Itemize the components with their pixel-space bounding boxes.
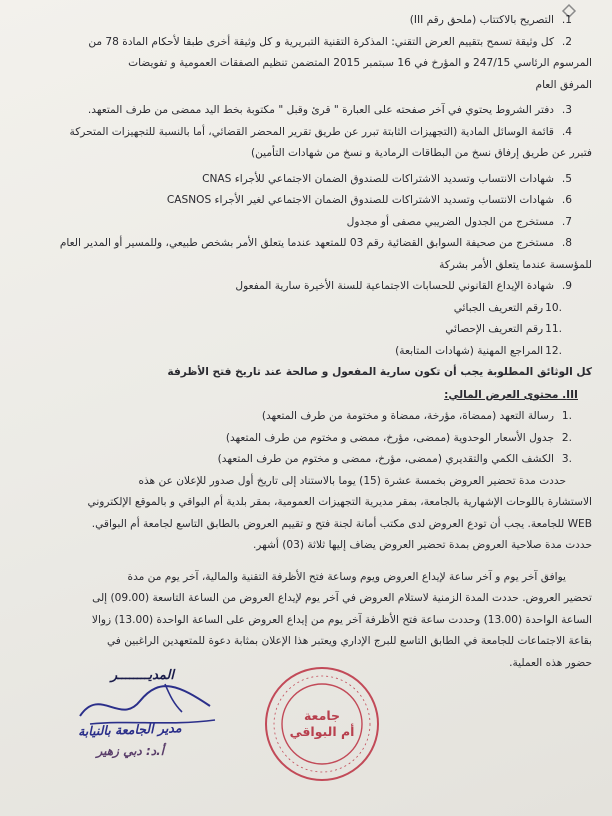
paragraph-line: تحضير العروض. حددت المدة الزمنية لاستلام العروض في آخر يوم لإيداع العروض من الساعة التاسعة (09.00) إلى bbox=[92, 592, 592, 604]
item-text: مستخرج من صحيفة السوابق القضائية رقم 03 للمتعهد عندما يتعلق الأمر بشخص طبيعي، وللمسير أو المدير العام bbox=[59, 237, 554, 249]
item-text: الكشف الكمي والتقديري (ممضى، مؤرخ، ممضى و مختوم من طرف المتعهد) bbox=[217, 453, 554, 465]
list-item bbox=[34, 169, 592, 191]
paragraph-line: حددت مدة صلاحية العروض بمدة تحضير العروض يضاف إليها ثلاثة (03) أشهر. bbox=[252, 539, 592, 551]
item-number: 8. bbox=[561, 237, 572, 249]
seal-text-line: جامعة bbox=[303, 708, 341, 723]
list-item bbox=[34, 100, 592, 122]
item-continuation: للمؤسسة عندما يتعلق الأمر بشركة bbox=[439, 258, 592, 271]
list-item bbox=[34, 233, 592, 255]
paragraph-line: WEB للجامعة. يجب أن تودع العروض لدى مكتب أمانة لجنة فتح و تقييم العروض بالطابق التاسع لجامعة أم البواقي. bbox=[91, 517, 592, 530]
item-number: .12 bbox=[545, 344, 562, 357]
item-text: شهادات الانتساب وتسديد الاشتراكات للصندوق الضمان الاجتماعي لغير الأجراء CASNOS bbox=[166, 194, 554, 206]
list-item bbox=[34, 190, 592, 212]
validity-notice: كل الوثائق المطلوبة يجب أن تكون سارية المفعول و صالحة عند تاريخ فتح الأظرفة bbox=[167, 366, 592, 378]
financial-offer-list bbox=[34, 406, 592, 471]
item-number: 7. bbox=[561, 215, 572, 228]
seal-text-line: أم البواقي bbox=[289, 724, 355, 739]
item-number: 1. bbox=[561, 14, 572, 26]
signatory-person: أ.د: دبي زهير bbox=[96, 744, 164, 758]
paragraph-line: حددت مدة تحضير العروض بخمسة عشرة (15) يوما بالاستناد إلى تاريخ أول صدور للإعلان عن هذه bbox=[138, 474, 566, 487]
item-number: 2. bbox=[561, 35, 572, 48]
list-item bbox=[34, 32, 592, 54]
list-item bbox=[34, 10, 592, 32]
item-text: التصريح بالاكتتاب (ملحق رقم III) bbox=[409, 14, 554, 26]
item-number: 3. bbox=[561, 104, 572, 116]
item-text: قائمة الوسائل المادية (التجهيزات الثابتة تبرر عن طريق تقرير المحضر القضائي، أما بالنسبة للتجهيزات المتحركة bbox=[69, 125, 554, 138]
list-item bbox=[34, 212, 592, 234]
item-text: شهادة الإيداع القانوني للحسابات الاجتماعية للسنة الأخيرة سارية المفعول bbox=[235, 280, 554, 292]
item-number: .3 bbox=[561, 453, 572, 465]
item-text bbox=[34, 32, 554, 54]
item-text-line: كل وثيقة تسمح بتقييم العرض التقني: المذكرة التقنية التبريرية و كل وثيقة أخرى طبقا لأحكام المادة 78 من bbox=[88, 35, 554, 48]
list-item bbox=[34, 449, 592, 471]
paragraph-line: حضور هذه العملية. bbox=[509, 656, 592, 669]
list-item bbox=[34, 276, 592, 298]
required-documents-list bbox=[34, 10, 592, 362]
item-text: دفتر الشروط يحتوي في آخر صفحته على العبارة " قرئ وقبل " مكتوبة بخط اليد ممضى من طرف المتعهد. bbox=[87, 104, 554, 116]
paragraph-line: الساعة الواحدة (13.00) وحددت ساعة فتح الأظرفة آخر يوم من إيداع العروض على الساعة الواحدة (13.00) زوالا bbox=[91, 613, 592, 626]
item-number: 4. bbox=[561, 125, 572, 138]
item-text: جدول الأسعار الوحدوية (ممضى، مؤرخ، ممضى و مختوم من طرف المتعهد) bbox=[225, 431, 554, 444]
paragraph-line: الاستشارة باللوحات الإشهارية بالجامعة، بمقر مديرية التجهيزات العمومية، بمقر بلدية أم البواقي و بالموقع الإلكتروني bbox=[87, 496, 592, 508]
item-number: 5. bbox=[561, 172, 572, 185]
section-heading-financial-offer bbox=[34, 385, 592, 407]
deadline-paragraph bbox=[34, 567, 592, 675]
item-number: 9. bbox=[561, 280, 572, 292]
list-item bbox=[34, 341, 592, 363]
list-item bbox=[34, 298, 592, 320]
paragraph-line: بقاعة الاجتماعات للجامعة في الطابق التاسع للبرج الإداري ويعتبر هذا الإعلان بمثابة دعوة للمتعهدين الراغبين في bbox=[106, 635, 592, 647]
item-text: رسالة التعهد (ممضاة، مؤرخة، ممضاة و مختومة من طرف المتعهد) bbox=[261, 410, 554, 422]
signatory-stamp-name: مدير الجامعة بالنيابة bbox=[78, 720, 183, 739]
item-number: .10 bbox=[545, 301, 562, 314]
signatory-title: المديــــــــر bbox=[110, 668, 174, 683]
item-text: رقم التعريف الجبائي bbox=[453, 301, 544, 314]
list-item bbox=[34, 319, 592, 341]
item-text: مستخرج من الجدول الضريبي مصفى أو مجدول bbox=[346, 215, 554, 228]
item-number: 6. bbox=[561, 194, 572, 206]
item-number: .1 bbox=[561, 410, 572, 422]
paragraph-line: يوافق آخر يوم و آخر ساعة لإيداع العروض ويوم وساعة فتح الأظرفة التقنية والمالية، آخر يوم من مدة bbox=[127, 570, 566, 583]
item-continuation: المرسوم الرئاسي 247/15 و المؤرخ في 16 سبتمبر 2015 المتضمن تنظيم الصفقات العمومية و تفويضات bbox=[128, 57, 592, 69]
item-continuation: المرفق العام bbox=[535, 78, 592, 91]
list-item bbox=[34, 122, 592, 144]
list-item bbox=[34, 428, 592, 450]
document-body bbox=[34, 10, 592, 674]
item-number: .2 bbox=[561, 431, 572, 444]
item-number: .11 bbox=[545, 323, 562, 335]
section-heading-text: III. محتوى العرض المالي: bbox=[444, 388, 578, 401]
item-text: شهادات الانتساب وتسديد الاشتراكات للصندوق الضمان الاجتماعي للأجراء CNAS bbox=[202, 172, 554, 185]
item-text: رقم التعريف الإحصائي bbox=[445, 323, 544, 335]
list-item bbox=[34, 406, 592, 428]
seal-text bbox=[262, 708, 382, 740]
submission-paragraph bbox=[34, 471, 592, 557]
item-text: المراجع المهنية (شهادات المتابعة) bbox=[395, 344, 544, 357]
item-continuation: فتبرر عن طريق إرفاق نسخ من البطاقات الرمادية و نسخ من شهادات التأمين) bbox=[250, 147, 592, 159]
